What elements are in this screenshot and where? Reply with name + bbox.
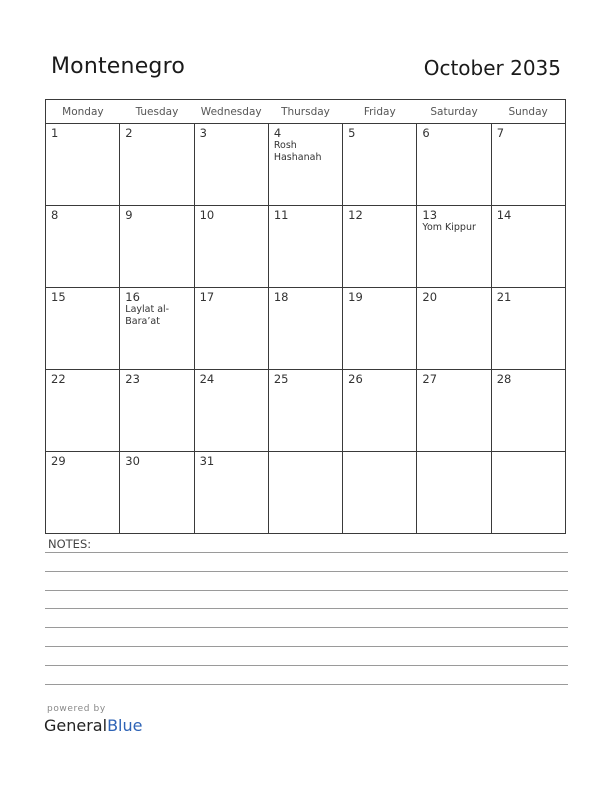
day-cell — [194, 206, 268, 288]
holiday-label: Rosh Hashanah — [273, 140, 322, 163]
day-cell — [194, 370, 268, 452]
day-cell — [417, 452, 491, 534]
day-number: 26 — [348, 372, 363, 386]
day-cell — [491, 124, 565, 206]
day-cell — [343, 124, 417, 206]
day-cell — [417, 288, 491, 370]
day-number: 12 — [348, 208, 363, 222]
notes-line — [45, 608, 568, 609]
day-cell — [268, 452, 342, 534]
day-cell — [120, 288, 194, 370]
day-cell — [343, 206, 417, 288]
day-cell — [120, 452, 194, 534]
day-number: 27 — [422, 372, 438, 386]
week-row — [46, 124, 566, 206]
day-cell — [343, 288, 417, 370]
day-cell — [268, 370, 342, 452]
day-cell — [343, 370, 417, 452]
day-cell — [343, 452, 417, 534]
day-cell — [194, 124, 268, 206]
day-number: 3 — [199, 126, 207, 140]
holiday-label: Laylat al-Bara’at — [125, 304, 170, 327]
day-cell — [417, 370, 491, 452]
notes-line — [45, 571, 568, 572]
day-number: 14 — [496, 208, 512, 222]
notes-label: NOTES: — [48, 537, 92, 551]
day-number: 1 — [51, 126, 59, 140]
notes-line — [45, 627, 568, 628]
day-cell — [268, 288, 342, 370]
country-title: Montenegro — [51, 54, 186, 79]
notes-line — [45, 552, 568, 553]
day-cell — [46, 452, 120, 534]
weekday-tuesday: Tuesday — [120, 100, 194, 124]
day-number: 25 — [273, 372, 289, 386]
brand-blue: Blue — [107, 716, 143, 735]
day-cell — [120, 124, 194, 206]
notes-line — [45, 590, 568, 591]
day-number: 7 — [496, 126, 505, 140]
weekday-monday: Monday — [46, 100, 120, 124]
week-row — [46, 370, 566, 452]
day-cell — [491, 370, 565, 452]
day-cell — [268, 124, 342, 206]
day-cell — [491, 452, 565, 534]
day-cell — [194, 452, 268, 534]
powered-by-text: powered by — [47, 704, 106, 714]
brand-general: General — [44, 716, 108, 735]
day-number: 13 — [422, 208, 438, 222]
day-number: 2 — [125, 126, 133, 140]
day-cell — [268, 206, 342, 288]
weekday-wednesday: Wednesday — [194, 100, 268, 124]
week-row — [46, 206, 566, 288]
day-cell — [120, 206, 194, 288]
day-number: 20 — [422, 290, 438, 304]
day-number: 4 — [273, 126, 282, 140]
day-cell — [417, 124, 491, 206]
day-number: 22 — [51, 372, 66, 386]
day-number: 24 — [199, 372, 215, 386]
day-cell — [120, 370, 194, 452]
day-cell — [46, 370, 120, 452]
day-number: 6 — [422, 126, 430, 140]
calendar-grid — [45, 99, 566, 534]
weekday-header-row — [46, 100, 566, 124]
day-cell — [491, 288, 565, 370]
week-row — [46, 452, 566, 534]
day-cell — [491, 206, 565, 288]
day-number: 19 — [348, 290, 363, 304]
weekday-sunday: Sunday — [491, 100, 565, 124]
day-number: 29 — [51, 454, 66, 468]
day-number: 16 — [125, 290, 140, 304]
day-number: 28 — [496, 372, 512, 386]
notes-line — [45, 646, 568, 647]
week-row — [46, 288, 566, 370]
day-number: 5 — [348, 126, 356, 140]
notes-line — [45, 684, 568, 685]
generalblue-logo — [44, 716, 142, 735]
day-number: 15 — [51, 290, 66, 304]
day-number: 18 — [273, 290, 289, 304]
month-title: October 2035 — [423, 56, 561, 80]
day-cell — [194, 288, 268, 370]
day-cell — [46, 206, 120, 288]
day-number: 10 — [199, 208, 215, 222]
day-number: 8 — [51, 208, 59, 222]
day-number: 11 — [273, 208, 289, 222]
day-number: 17 — [199, 290, 215, 304]
day-number: 23 — [125, 372, 140, 386]
day-number: 30 — [125, 454, 140, 468]
notes-line — [45, 665, 568, 666]
day-number: 21 — [496, 290, 512, 304]
day-number: 31 — [199, 454, 215, 468]
holiday-label: Yom Kippur — [422, 222, 476, 233]
weekday-saturday: Saturday — [417, 100, 491, 124]
day-cell — [46, 288, 120, 370]
weekday-friday: Friday — [343, 100, 417, 124]
weekday-thursday: Thursday — [268, 100, 342, 124]
day-cell — [46, 124, 120, 206]
day-cell — [417, 206, 491, 288]
day-number: 9 — [125, 208, 133, 222]
